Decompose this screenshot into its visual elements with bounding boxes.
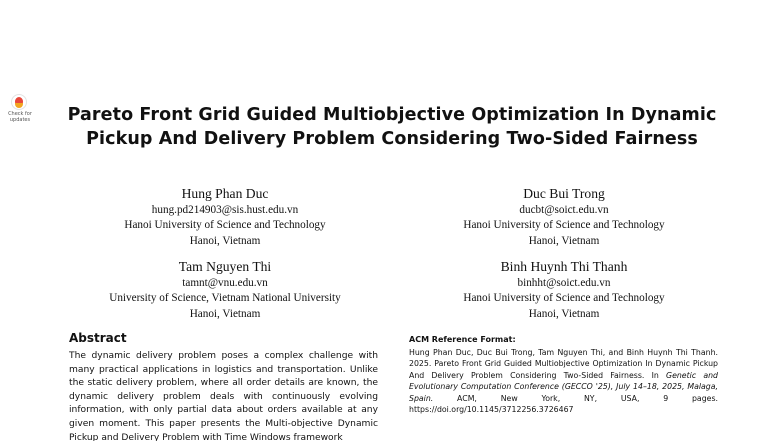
author-name: Binh Huynh Thi Thanh — [500, 259, 628, 274]
crossmark-icon — [11, 94, 27, 110]
author-affiliation: Hanoi University of Science and Technology — [463, 292, 665, 305]
author-location: Hanoi, Vietnam — [528, 307, 600, 320]
author-location: Hanoi, Vietnam — [189, 307, 261, 320]
author-block-3 — [60, 258, 390, 322]
author-email[interactable]: tamnt@vnu.edu.vn — [182, 277, 268, 289]
author-email[interactable]: hung.pd214903@sis.hust.edu.vn — [151, 204, 299, 216]
author-affiliation: University of Science, Vietnam National University — [109, 292, 341, 305]
paper-title: Pareto Front Grid Guided Multiobjective Optimization In Dynamic Pickup And Delivery Problem Considering Two-Sided Fairness — [67, 105, 717, 149]
author-name: Duc Bui Trong — [523, 186, 605, 201]
author-location: Hanoi, Vietnam — [528, 234, 600, 247]
author-location: Hanoi, Vietnam — [189, 234, 261, 247]
check-for-updates-label: Check for updates — [8, 111, 32, 123]
acm-reference-heading: ACM Reference Format: — [409, 335, 516, 344]
author-block-1 — [60, 185, 390, 249]
acm-reference-publisher-doi[interactable]: ACM, New York, NY, USA, 9 pages. https://doi.org/10.1145/3712256.3726467 — [409, 393, 718, 415]
author-name: Tam Nguyen Thi — [178, 259, 272, 274]
abstract-text: The dynamic delivery problem poses a complex challenge with many practical applications in logistics and transportation. Unlike the static delivery problem, where all order details are known, the dynamic delivery problem deals with continuously evolving information, with only partial data about orders available at any given moment. This paper presents the Multi-objective Dynamic Pickup and Delivery Problem with Time Windows framework — [69, 351, 378, 441]
acm-reference-text — [409, 347, 718, 415]
author-block-4 — [394, 258, 734, 322]
author-block-2 — [394, 185, 734, 249]
author-email[interactable]: binhht@soict.edu.vn — [517, 277, 611, 289]
author-email[interactable]: ducbt@soict.edu.vn — [519, 204, 609, 216]
author-affiliation: Hanoi University of Science and Technology — [463, 219, 665, 232]
check-for-updates-badge[interactable] — [2, 94, 38, 128]
acm-reference-authors: Hung Phan Duc, Duc Bui Trong, Tam Nguyen Thi, and Binh Huynh Thi Thanh. 2025. Pareto Front Grid Guided Multiobjective Optimization In Dynamic Pickup And Delivery Problem Considering Two-Sided Fairness. In — [409, 348, 718, 380]
acm-reference-venue: Genetic and Evolutionary Computation Conference (GECCO '25), July 14–18, 2025, Malaga, Spain. — [409, 370, 718, 403]
author-affiliation: Hanoi University of Science and Technology — [124, 219, 326, 232]
author-name: Hung Phan Duc — [181, 186, 269, 201]
abstract-heading: Abstract — [69, 331, 127, 345]
